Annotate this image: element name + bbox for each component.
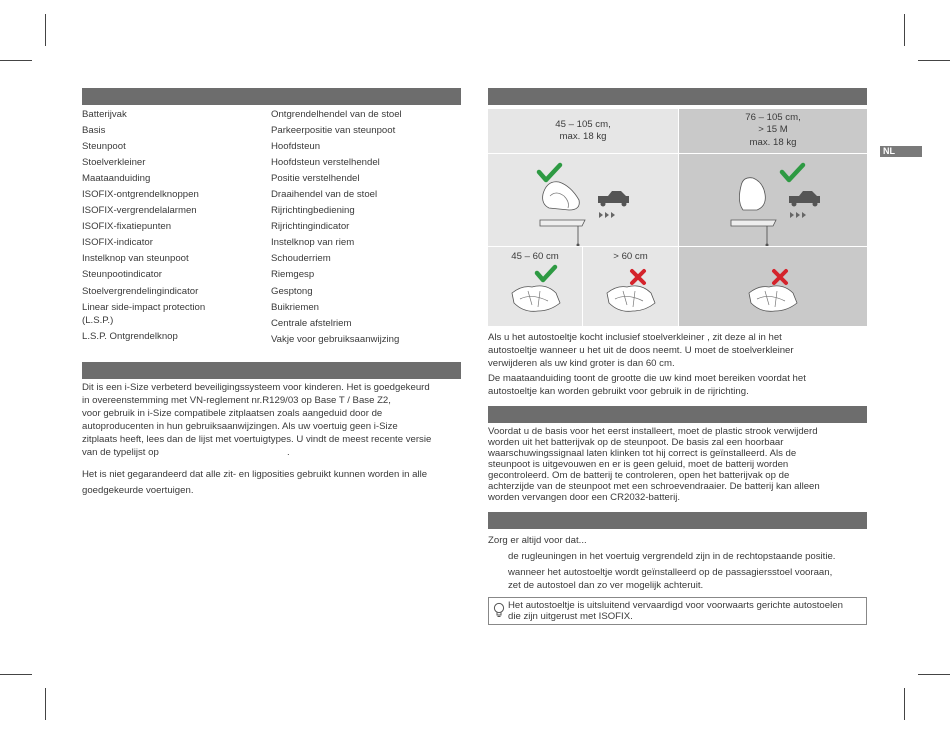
crop-mark [0, 60, 32, 61]
battery-line: worden vervangen door een CR2032-batterij. [488, 492, 680, 503]
battery-line: achterzijde van de steunpoot met een schroevendraaier. De batterij kan alleen [488, 481, 820, 492]
crop-mark [918, 60, 950, 61]
part-item: Rijrichtingbediening [271, 205, 355, 216]
seat-reducer-illustration [583, 247, 678, 326]
intro-line: in overeenstemming met VN-reglement nr.R129/03 op Base T / Base Z2, [82, 395, 391, 406]
seat-reducer-illustration [679, 247, 867, 326]
tip-line: Het autostoeltje is uitsluitend vervaardigd voor voorwaarts gerichte autostoelen [508, 600, 843, 611]
crop-mark [904, 688, 905, 720]
battery-line: worden uit het batterijvak op de steunpoot. De basis zal een hoorbaar [488, 437, 784, 448]
part-item: Instelknop van steunpoot [82, 253, 189, 264]
checklist-item: wanneer het autostoeltje wordt geïnstalleerd op de passagiersstoel vooraan, [508, 567, 833, 578]
part-item: Riemgesp [271, 269, 315, 280]
note-line: Als u het autostoeltje kocht inclusief stoelverkleiner , zit deze al in het [488, 332, 782, 343]
table-cell [488, 109, 678, 153]
part-item: Ontgrendelhendel van de stoel [271, 109, 402, 120]
cell-label: > 60 cm [613, 251, 648, 262]
part-item: Buikriemen [271, 302, 319, 313]
rear-facing-seat-illustration [488, 154, 678, 246]
battery-line: waarschuwingssignaal laten klinken tot hij correct is geïnstalleerd. Als de [488, 448, 797, 459]
part-item: Linear side-impact protection [82, 302, 206, 313]
part-item: Stoelvergrendelingindicator [82, 286, 199, 297]
part-item: Batterijvak [82, 109, 127, 120]
part-item: Steunpoot [82, 141, 126, 152]
part-item: Positie verstelhendel [271, 173, 360, 184]
intro-line: Het is niet gegarandeerd dat alle zit- en ligposities gebruikt kunnen worden in alle [82, 469, 428, 480]
cell-label: 45 – 60 cm [511, 251, 559, 262]
crop-mark [918, 674, 950, 675]
part-item: Draaihendel van de stoel [271, 189, 378, 200]
part-item: (L.S.P.) [82, 315, 114, 326]
part-item: Instelknop van riem [271, 237, 355, 248]
language-tab: NL [880, 146, 922, 157]
table-cell [679, 154, 867, 246]
crop-mark [0, 674, 32, 675]
intro-line: Dit is een i-Size verbeterd beveiligingssysteem voor kinderen. Het is goedgekeurd [82, 382, 430, 393]
intro-line: voor gebruik in i-Size compatibele zitplaatsen zoals aangeduid door de [82, 408, 383, 419]
part-item: ISOFIX-indicator [82, 237, 153, 248]
crop-mark [45, 14, 46, 46]
checklist-item: de rugleuningen in het voertuig vergrendeld zijn in de rechtopstaande positie. [508, 551, 836, 562]
part-item: Hoofdsteun [271, 141, 321, 152]
intro-line-end: . [287, 447, 290, 458]
checklist-item: zet de autostoel dan zo ver mogelijk achteruit. [508, 580, 704, 591]
part-item: Gesptong [271, 286, 313, 297]
crop-mark [45, 688, 46, 720]
cell-label: max. 18 kg [749, 137, 797, 148]
part-item: ISOFIX-fixatiepunten [82, 221, 172, 232]
section-header-bar [82, 88, 461, 105]
table-cell [488, 154, 678, 246]
part-item: Schouderriem [271, 253, 331, 264]
part-item: L.S.P. Ontgrendelknop [82, 331, 178, 342]
battery-line: steunpoot is uitgevouwen en er is geen geluid, moet de batterij worden [488, 459, 789, 470]
crop-mark [904, 14, 905, 46]
cell-label: 76 – 105 cm, [745, 112, 801, 123]
section-header-bar [488, 406, 867, 423]
part-item: Vakje voor gebruiksaanwijzing [271, 334, 400, 345]
intro-line: goedgekeurde voertuigen. [82, 485, 194, 496]
intro-line: van de typelijst op [82, 447, 159, 458]
section-header-bar [488, 88, 867, 105]
table-cell [488, 247, 582, 326]
checklist-intro: Zorg er altijd voor dat... [488, 535, 587, 546]
part-item: Stoelverkleiner [82, 157, 146, 168]
forward-facing-seat-illustration [679, 154, 867, 246]
cell-label: 45 – 105 cm, [555, 119, 611, 130]
part-item: Maataanduiding [82, 173, 151, 184]
part-item: ISOFIX-ontgrendelknoppen [82, 189, 199, 200]
intro-line: autoproducenten in hun gebruiksaanwijzingen. Als uw voertuig geen i-Size [82, 421, 398, 432]
lightbulb-icon [492, 602, 506, 618]
part-item: Basis [82, 125, 106, 136]
intro-line: zitplaats heeft, lees dan de lijst met voertuigtypes. U vindt de meest recente versie [82, 434, 432, 445]
part-item: Hoofdsteun verstelhendel [271, 157, 380, 168]
part-item: Steunpootindicator [82, 269, 163, 280]
part-item: Parkeerpositie van steunpoot [271, 125, 396, 136]
table-cell [583, 247, 678, 326]
note-line: De maataanduiding toont de grootte die uw kind moet bereiken voordat het [488, 373, 806, 384]
part-item: Rijrichtingindicator [271, 221, 350, 232]
note-line: autostoeltje kan worden gebruikt voor gebruik in de rijrichting. [488, 386, 749, 397]
section-header-bar [82, 362, 461, 379]
note-line: verwijderen als uw kind groter is dan 60 cm. [488, 358, 675, 369]
table-cell [679, 109, 867, 153]
cell-label: max. 18 kg [559, 131, 607, 142]
part-item: ISOFIX-vergrendelalarmen [82, 205, 197, 216]
battery-line: gecontroleerd. Om de batterij te controleren, open het batterijvak op de [488, 470, 790, 481]
table-cell [679, 247, 867, 326]
tip-box [488, 597, 867, 625]
seat-reducer-illustration [488, 247, 582, 326]
note-line: autostoeltje wanneer u het uit de doos neemt. U moet de stoelverkleiner [488, 345, 794, 356]
part-item: Centrale afstelriem [271, 318, 352, 329]
size-table [488, 109, 867, 326]
cell-label: > 15 M [758, 124, 788, 135]
battery-line: Voordat u de basis voor het eerst installeert, moet de plastic strook verwijderd [488, 426, 818, 437]
tip-line: die zijn uitgerust met ISOFIX. [508, 611, 633, 622]
section-header-bar [488, 512, 867, 529]
